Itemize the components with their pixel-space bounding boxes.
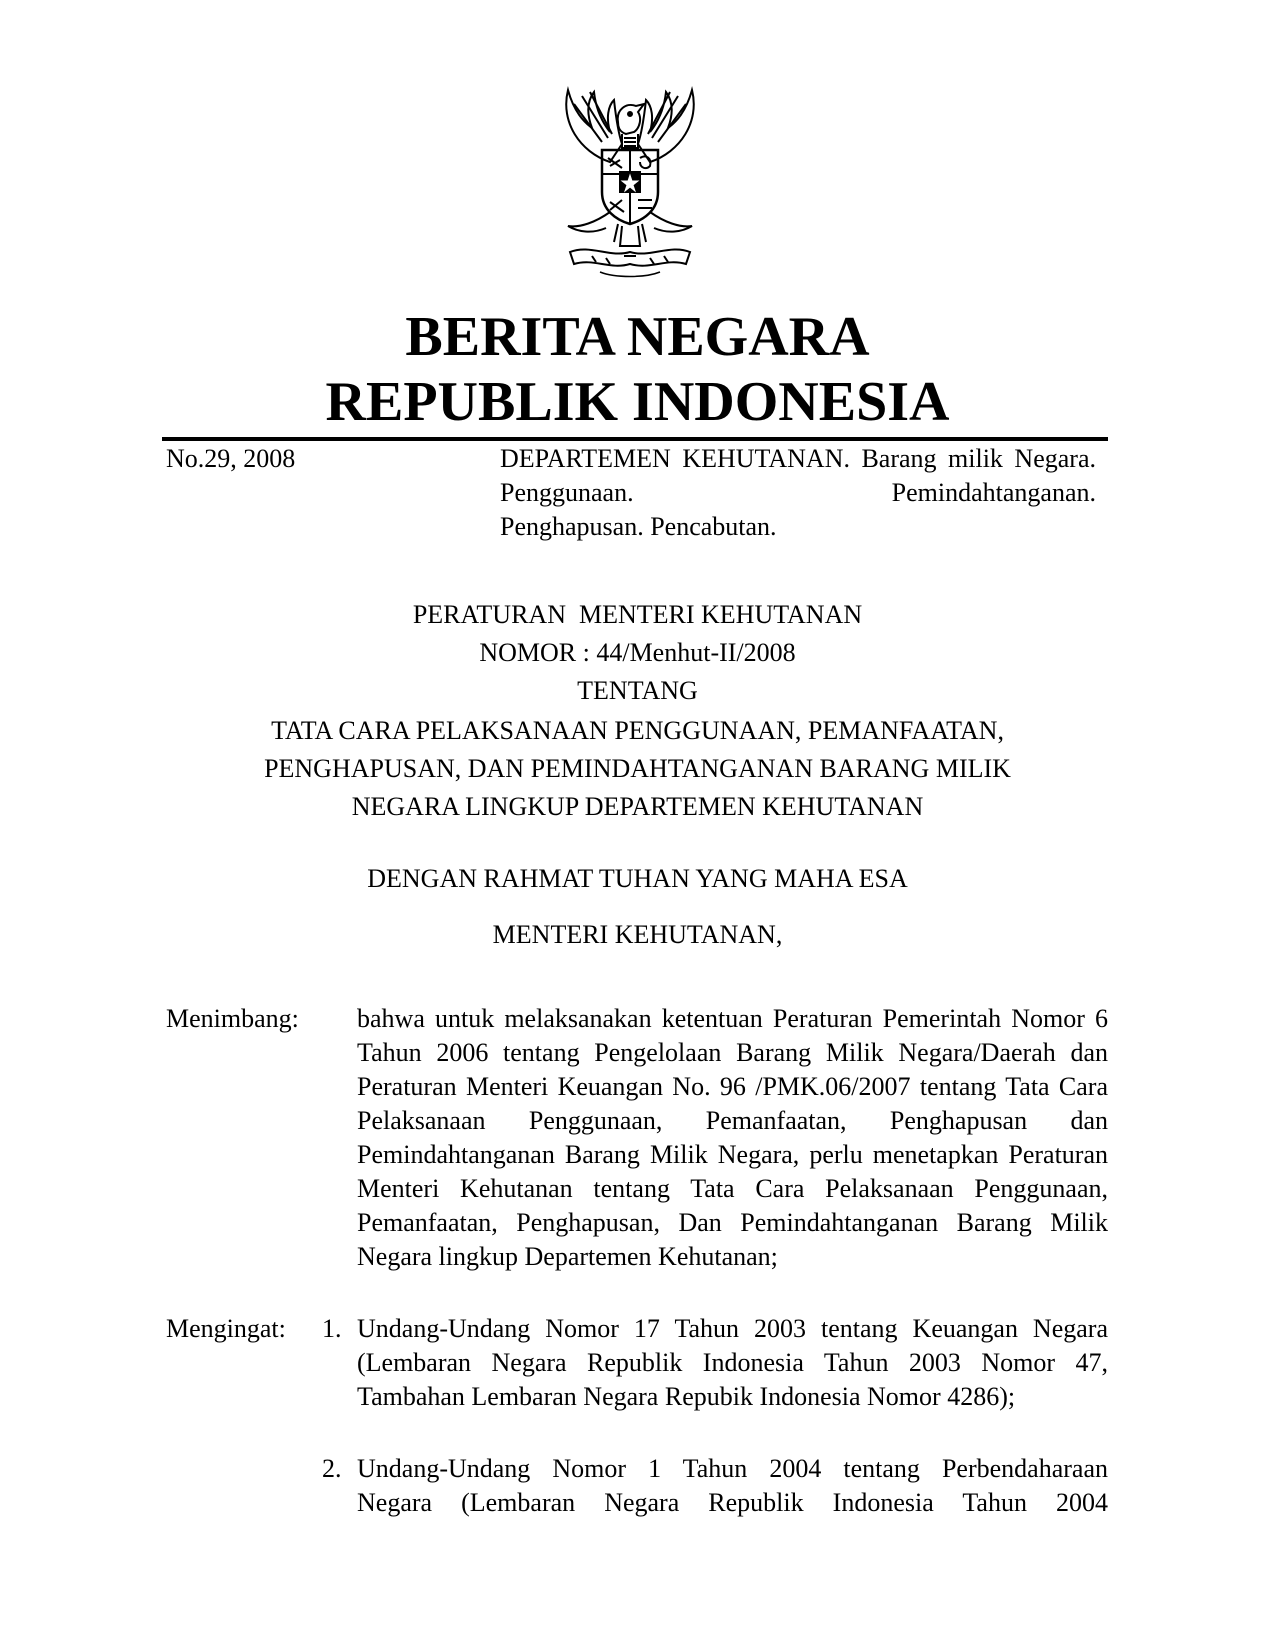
regulation-subject-line1: TATA CARA PELAKSANAAN PENGGUNAAN, PEMANFAATAN, xyxy=(271,716,1004,745)
considering-text: bahwa untuk melaksanakan ketentuan Peraturan Pemerintah Nomor 6 Tahun 2006 tentang Pengelolaan Barang Milik Negara/Daerah dan Peraturan Menteri Keuangan No. 96 /PMK.06/2007 tentang Tata Cara Pelaksanaan Penggunaan, Pemanfaatan, Penghapusan dan Pemindahtanganan Barang Milik Negara, perlu menetapkan Peraturan Menteri Kehutanan tentang Tata Cara Pelaksanaan Penggunaan, Pemanfaatan, Penghapusan, Dan Pemindahtanganan Barang Milik Negara lingkup Departemen Kehutanan; xyxy=(357,1004,1108,1271)
recalling-item-text-line1: Undang-Undang Nomor 1 Tahun 2004 tentang Perbendaharaan xyxy=(357,1454,1108,1483)
edition-subject-main: DEPARTEMEN KEHUTANAN. Barang milik Negara. Penggunaan. Pemindahtanganan. xyxy=(500,444,1096,507)
recalling-item-number: 1. xyxy=(322,1314,342,1343)
regulation-about: TENTANG xyxy=(577,676,698,705)
minister-title: MENTERI KEHUTANAN, xyxy=(492,920,783,949)
edition-subject-last: Penghapusan. Pencabutan. xyxy=(500,512,777,541)
recalling-item-text: Undang-Undang Nomor 17 Tahun 2003 tentang Keuangan Negara (Lembaran Negara Republik Indonesia Tahun 2003 Nomor 47, Tambahan Lembaran Negara Repubik Indonesia Nomor 4286); xyxy=(357,1314,1108,1411)
regulation-title: PERATURAN MENTERI KEHUTANAN xyxy=(412,600,863,629)
masthead-rule xyxy=(162,437,1108,441)
masthead-title-line1: BERITA NEGARA xyxy=(405,306,870,368)
recalling-item-text xyxy=(357,1452,1108,1520)
edition-subject xyxy=(500,442,1096,544)
emblem-icon xyxy=(540,82,720,282)
blessing-line: DENGAN RAHMAT TUHAN YANG MAHA ESA xyxy=(367,864,908,893)
recalling-label: Mengingat: xyxy=(166,1314,286,1343)
masthead-title-line2: REPUBLIK INDONESIA xyxy=(325,371,950,433)
recalling-item-number: 2. xyxy=(322,1454,342,1483)
regulation-number: NOMOR : 44/Menhut-II/2008 xyxy=(479,638,796,667)
edition-number: No.29, 2008 xyxy=(166,444,296,473)
garuda-pancasila-emblem xyxy=(540,82,720,282)
considering-label: Menimbang: xyxy=(166,1004,299,1033)
regulation-subject-line2: PENGHAPUSAN, DAN PEMINDAHTANGANAN BARANG MILIK xyxy=(264,754,1011,783)
recalling-item-text-line2: Negara (Lembaran Negara Republik Indonesia Tahun 2004 xyxy=(357,1488,1108,1517)
regulation-subject-line3: NEGARA LINGKUP DEPARTEMEN KEHUTANAN xyxy=(351,792,924,821)
